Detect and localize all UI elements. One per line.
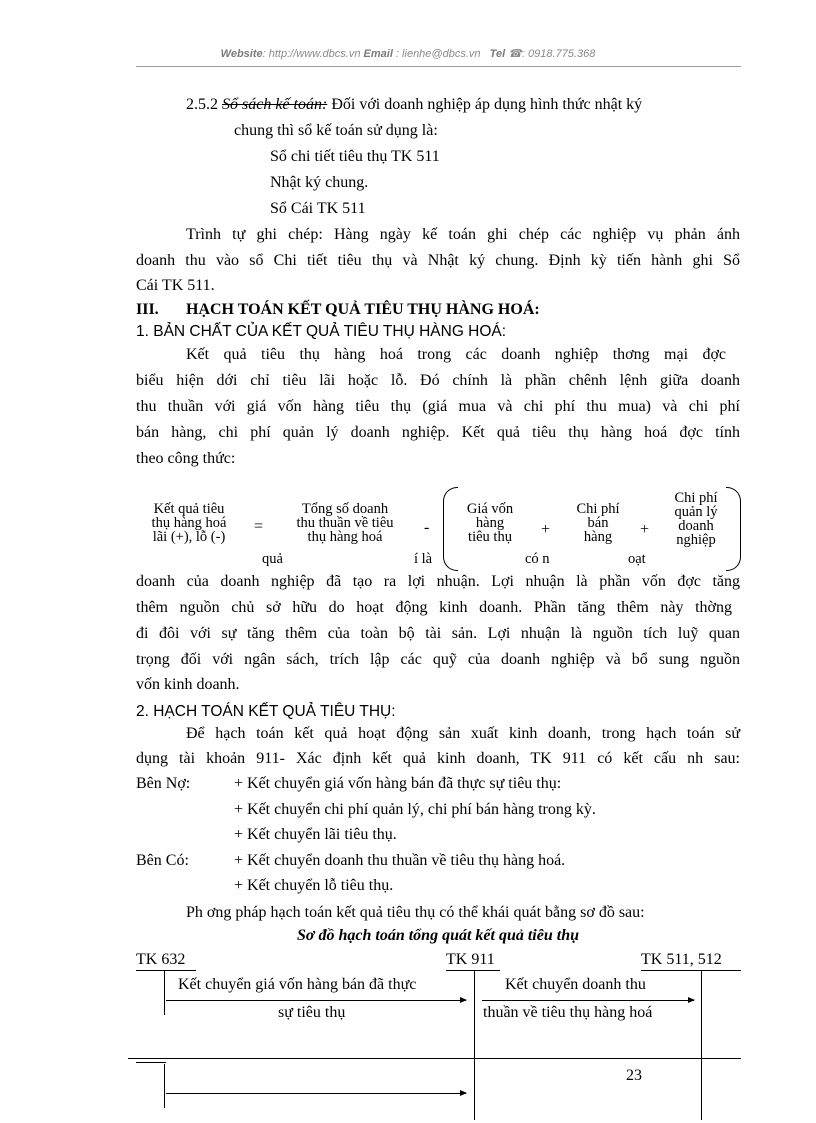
credit-label: Bên Có: <box>136 852 189 869</box>
debit-label: Bên Nợ: <box>136 775 191 792</box>
tk911-top-line <box>446 970 500 971</box>
section-252-number: 2.5.2 <box>186 96 218 113</box>
overlap-fragment: í là <box>414 551 433 567</box>
tel-label: Tel <box>489 48 506 60</box>
profit-line: thêm nguồn chủ sở hữu do hoạt động kinh doanh. Phần tăng thêm này thờng <box>136 599 732 616</box>
section-III-number: III. <box>136 301 159 318</box>
section-III-title: HẠCH TOÁN KẾT QUẢ TIÊU THỤ HÀNG HOÁ: <box>186 301 540 318</box>
overlap-fragment: quả <box>262 551 283 567</box>
section-1-line: biểu hiện dới chỉ tiêu lãi hoặc lỗ. Đó chính là phần chênh lệnh giữa doanh <box>136 372 740 389</box>
profit-line: vốn kinh doanh. <box>136 676 240 693</box>
book-item: Sổ Cái TK 511 <box>270 200 366 217</box>
method-line: Ph ơng pháp hạch toán kết quả tiêu thụ có thể khái quát bằng sơ đồ sau: <box>186 904 645 921</box>
formula-cost: Giá vốn hàng tiêu thụ <box>466 501 514 545</box>
email-value: : lienhe@dbcs.vn <box>392 48 481 60</box>
section-1-line: thu thuần với giá vốn hàng tiêu thụ (giá mua và chi phí thu mua) và chi phí <box>136 398 740 415</box>
section-2-line: dụng tài khoản 911- Xác định kết quả kinh doanh, TK 911 có kết cấu nh sau: <box>136 750 740 767</box>
profit-line: đi đôi với sự tăng thêm của toàn bộ tài sản. Lợi nhuận là nguồn tích luỹ quan <box>136 625 740 642</box>
section-252-line1 <box>186 93 642 117</box>
tel-value: : 0918.775.368 <box>521 48 596 60</box>
section-1-line: Kết quả tiêu thụ hàng hoá trong các doanh nghiệp thơng mại đợc <box>186 346 726 363</box>
debit-item: + Kết chuyển giá vốn hàng bán đã thực sự tiêu thụ: <box>234 775 562 792</box>
book-item: Sổ chi tiết tiêu thụ TK 511 <box>270 148 440 165</box>
tk632-account-line <box>164 970 165 1015</box>
section-252-line1-rest: Đối với doanh nghiệp áp dụng hình thức nhật ký <box>327 96 643 113</box>
profit-line: doanh của doanh nghiệp đã tạo ra lợi nhuận. Lợi nhuận là phần vốn đợc tăng <box>136 573 740 590</box>
credit-item: + Kết chuyển lỗ tiêu thụ. <box>234 877 394 894</box>
section-2-line: Để hạch toán kết quả hoạt động sản xuất kinh doanh, trong hạch toán sử <box>186 725 740 742</box>
tk632-account-line-lower <box>164 1064 165 1108</box>
transfer-revenue-line: thuần về tiêu thụ hàng hoá <box>483 1004 653 1021</box>
section-2-title: 2. HẠCH TOÁN KẾT QUẢ TIÊU THỤ: <box>136 703 396 720</box>
debit-item: + Kết chuyển lãi tiêu thụ. <box>234 826 397 843</box>
tk632-top-line <box>136 970 196 971</box>
profit-line: trọng đối với ngân sách, trích lập các quỹ của doanh nghiệp và bổ sung nguồn <box>136 651 740 668</box>
website-value: : http://www.dbcs.vn <box>262 48 361 60</box>
tk911-label: TK 911 <box>446 951 495 968</box>
overlap-fragment: có n <box>525 551 550 567</box>
tk511-account-line <box>701 970 702 1120</box>
transfer-cost-line: Kết chuyển giá vốn hàng bán đã thực <box>178 976 417 993</box>
transfer-revenue-line: Kết chuyển doanh thu <box>505 976 646 993</box>
transfer-cost-line: sự tiêu thụ <box>278 1004 346 1021</box>
formula-selling: Chi phí bán hàng <box>576 501 620 545</box>
section-1-line: bán hàng, chi phí quản lý doanh nghiệp. Kết quả tiêu thụ hàng hoá đợc tính <box>136 424 740 441</box>
credit-item: + Kết chuyển doanh thu thuần về tiêu thụ hàng hoá. <box>234 852 566 869</box>
section-252-line2: chung thì sổ kế toán sử dụng là: <box>234 122 438 139</box>
website-label: Website <box>220 48 263 60</box>
lower-transfer-arrow <box>166 1093 466 1094</box>
page-header <box>0 47 816 60</box>
formula-plus: + <box>541 521 551 538</box>
diagram-title: Sơ đồ hạch toán tổng quát kết quả tiêu thụ <box>297 927 579 944</box>
tk511-label: TK 511, 512 <box>641 951 722 968</box>
formula-revenue: Tổng số doanh thu thuần về tiêu thụ hàng hoá <box>296 501 394 545</box>
formula-result: Kết quả tiêu thụ hàng hoá lãi (+), lỗ (-) <box>151 501 227 545</box>
procedure-line: Cái TK 511. <box>136 277 215 294</box>
section-1-line: theo công thức: <box>136 450 236 467</box>
header-rule <box>136 66 741 67</box>
section-1-title: 1. BẢN CHẤT CỦA KẾT QUẢ TIÊU THỤ HÀNG HOÁ: <box>136 323 507 340</box>
debit-item: + Kết chuyển chi phí quản lý, chi phí bán hàng trong kỳ. <box>234 801 596 818</box>
formula-plus: + <box>640 521 650 538</box>
book-item: Nhật ký chung. <box>270 174 369 191</box>
tk511-top-line <box>641 970 741 971</box>
section-252-title: Sổ sách kế toán: <box>222 96 328 113</box>
tk632-label: TK 632 <box>136 951 186 968</box>
procedure-line: doanh thu vào sổ Chi tiết tiêu thụ và Nhật ký chung. Định kỳ tiến hành ghi Sổ <box>136 252 740 269</box>
procedure-line: Trình tự ghi chép: Hàng ngày kế toán ghi chép các nghiệp vụ phản ánh <box>186 226 740 243</box>
overlap-fragment: oạt <box>628 551 646 567</box>
tk632-bottom-stub <box>136 1062 166 1063</box>
tk911-account-line <box>474 970 475 1120</box>
formula-equals: = <box>254 518 264 535</box>
formula-minus: - <box>424 519 430 536</box>
page-number: 23 <box>626 1067 642 1084</box>
right-parenthesis <box>726 487 741 571</box>
email-label: Email <box>363 48 393 60</box>
formula-admin: Chi phí quản lý doanh nghiệp <box>674 490 718 548</box>
footer-rule <box>128 1058 741 1059</box>
phone-icon: ☎ <box>508 48 522 60</box>
